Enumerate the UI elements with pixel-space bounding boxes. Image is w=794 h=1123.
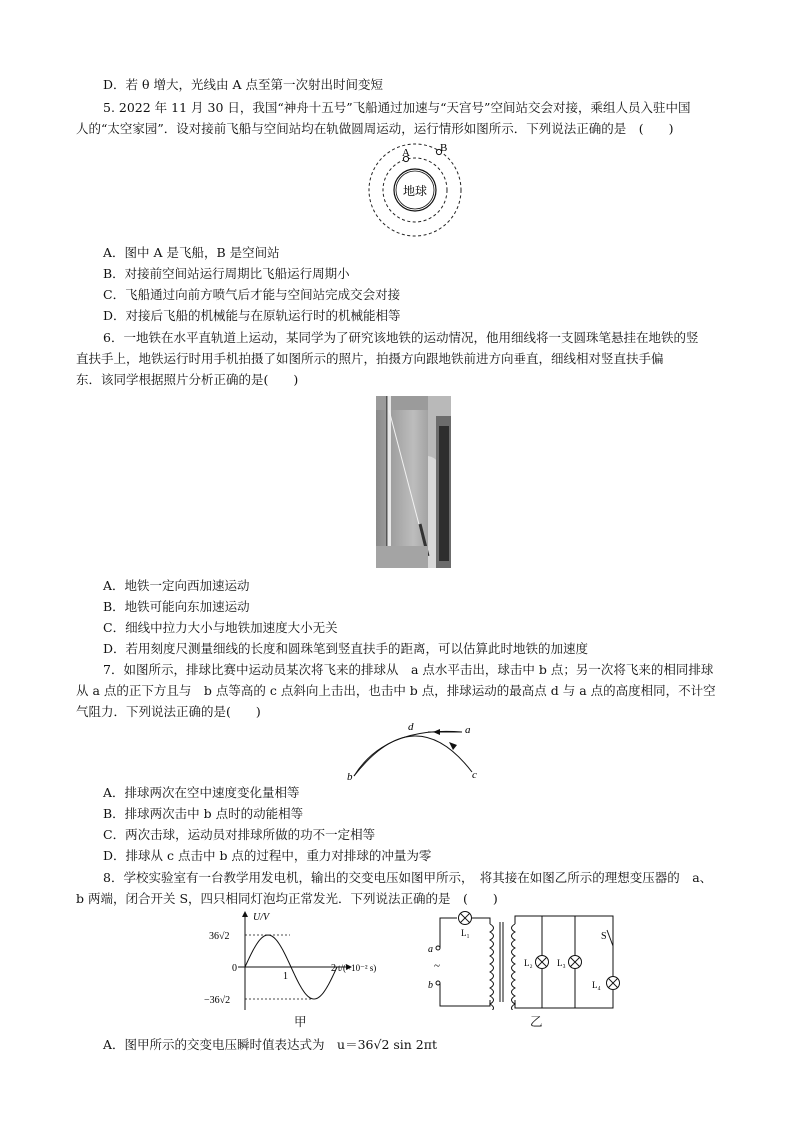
y-min-label: −36√2 <box>204 995 231 1006</box>
vertical-handrail <box>387 396 391 568</box>
x-tick-1: 1 <box>283 971 288 982</box>
ac-source-symbol: ~ <box>434 960 440 972</box>
q7-stem-line2: 从 a 点的正下方且与 b 点等高的 c 点斜向上击出，也击中 b 点，排球运动的最高点 d 与 a 点的高度相同，不计空 <box>76 683 716 698</box>
q7-option-b: B．排球两次击中 b 点时的动能相等 <box>103 806 304 821</box>
q5-option-b: B．对接前空间站运行周期比飞船运行周期小 <box>103 266 350 281</box>
y-axis-arrow <box>242 911 248 917</box>
q8-stem-line2: b 两端，闭合开关 S，四只相同灯泡均正常发光．下列说法正确的是 ( ) <box>76 891 498 906</box>
origin-label: 0 <box>232 963 237 974</box>
secondary-coil <box>512 924 516 1010</box>
q5-option-c: C．飞船通过向前方喷气后才能与空间站完成交会对接 <box>103 287 401 302</box>
q5-stem-line2: 人的“太空家园”．设对接前飞船与空间站均在轨做圆周运动，运行情形如图所示．下列说法正确的是 ( ) <box>76 121 674 136</box>
label-l3: L₃ <box>557 958 566 968</box>
arrow-a <box>433 729 440 735</box>
figure-jia-caption: 甲 <box>294 1014 307 1029</box>
orbit-figure <box>365 140 475 240</box>
q5-option-d: D．对接后飞船的机械能与在原轨运行时的机械能相等 <box>103 308 401 323</box>
label-b: b <box>428 980 433 991</box>
q6-option-a: A．地铁一定向西加速运动 <box>103 578 250 593</box>
q8-option-a: A．图甲所示的交变电压瞬时值表达式为 u＝36√2 sin 2πt <box>103 1037 438 1052</box>
q6-option-b: B．地铁可能向东加速运动 <box>103 599 250 614</box>
q7-option-a: A．排球两次在空中速度变化量相等 <box>103 785 300 800</box>
label-a: a <box>465 724 471 736</box>
primary-coil <box>490 924 494 1010</box>
q7-stem-line3: 气阻力．下列说法正确的是( ) <box>76 704 261 719</box>
label-l1: L₁ <box>461 928 470 938</box>
terminal-b <box>436 981 440 985</box>
label-l2: L₂ <box>524 958 533 968</box>
label-a: a <box>428 944 433 955</box>
voltage-chart <box>200 908 380 1028</box>
volleyball-figure <box>345 718 485 784</box>
q6-stem-line3: 东．该同学根据照片分析正确的是( ) <box>76 372 299 387</box>
label-d: d <box>408 721 414 733</box>
switch-s <box>607 930 613 946</box>
q7-option-c: C．两次击球，运动员对排球所做的功不一定相等 <box>103 827 376 842</box>
x-tick-2: 2 <box>331 963 336 974</box>
label-s: S <box>601 931 607 942</box>
q4-option-d: D．若 θ 增大，光线由 A 点至第一次射出时间变短 <box>103 77 383 92</box>
label-b: B <box>440 142 448 154</box>
figure-yi-caption: 乙 <box>530 1014 543 1029</box>
y-axis-label: U/V <box>253 912 270 923</box>
label-l4: L₄ <box>592 980 601 990</box>
q6-option-d: D．若用刻度尺测量细线的长度和圆珠笔到竖直扶手的距离，可以估算此时地铁的加速度 <box>103 641 589 656</box>
label-c: c <box>472 769 477 781</box>
transformer-circuit <box>420 906 625 1010</box>
q6-stem-line1: 6．一地铁在水平直轨道上运动，某同学为了研究该地铁的运动情况，他用细线将一支圆珠笔悬挂在地铁的竖 <box>103 330 699 345</box>
subway-photo <box>376 396 451 568</box>
x-axis-label: t/(×10⁻² s) <box>338 963 377 973</box>
q6-option-c: C．细线中拉力大小与地铁加速度大小无关 <box>103 620 338 635</box>
q7-option-d: D．排球从 c 点击中 b 点的过程中，重力对排球的冲量为零 <box>103 848 432 863</box>
q5-option-a: A．图中 A 是飞船，B 是空间站 <box>103 245 280 260</box>
q5-stem-line1: 5. 2022 年 11 月 30 日，我国“神舟十五号”飞船通过加速与“天宫号”空间站交会对接，乘组人员入驻中国 <box>103 100 691 115</box>
label-b: b <box>347 771 353 783</box>
y-max-label: 36√2 <box>209 931 230 942</box>
label-a: A <box>402 147 410 159</box>
q6-stem-line2: 直扶手上，地铁运行时用手机拍摄了如图所示的照片，拍摄方向跟地铁前进方向垂直，细线相对竖直扶手偏 <box>76 351 664 366</box>
terminal-a <box>436 946 440 950</box>
q8-stem-line1: 8．学校实验室有一台教学用发电机，输出的交变电压如图甲所示， 将其接在如图乙所示的理想变压器的 a、 <box>103 870 713 885</box>
earth-label: 地球 <box>402 184 428 198</box>
q7-stem-line1: 7．如图所示，排球比赛中运动员某次将飞来的排球从 a 点水平击出，球击中 b 点；另一次将飞来的相同排球 <box>103 662 714 677</box>
trajectory-from-a <box>354 731 462 776</box>
trajectory-from-c <box>354 736 472 776</box>
